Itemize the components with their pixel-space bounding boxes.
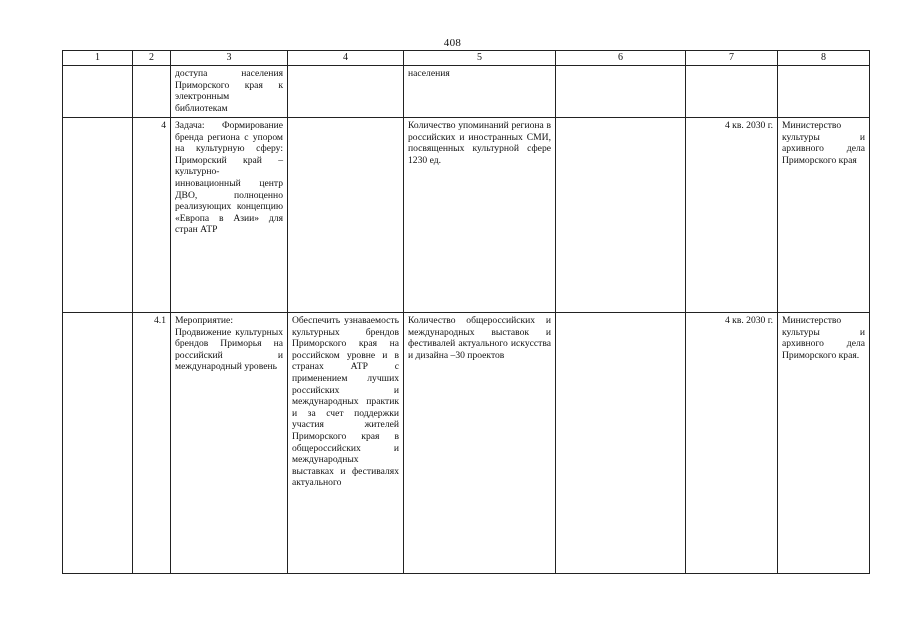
row-cell-number: 4.1 xyxy=(133,313,171,574)
row-cell-indicator: Количество общероссийских и международных выставок и фестивалей актуального искусства и дизайна –30 проектов xyxy=(404,313,556,574)
row-cell-responsible xyxy=(778,66,870,118)
row-cell-deadline: 4 кв. 2030 г. xyxy=(686,118,778,313)
plan-table xyxy=(62,50,870,574)
column-header-7: 7 xyxy=(686,51,778,66)
row-cell-description xyxy=(288,66,404,118)
row-cell-indicator: Количество упоминаний региона в российских и иностранных СМИ, посвященных культурной сфере 1230 ед. xyxy=(404,118,556,313)
row-cell-title: доступа населения Приморского края к электронным библиотекам xyxy=(171,66,288,118)
page-number: 408 xyxy=(443,37,462,49)
table-row xyxy=(63,66,870,118)
table-row xyxy=(63,118,870,313)
column-number-row xyxy=(63,51,870,66)
row-cell-col1 xyxy=(63,118,133,313)
row-cell-responsible: Министерство культуры и архивного дела Приморского края xyxy=(778,118,870,313)
column-header-8: 8 xyxy=(778,51,870,66)
row-cell-description xyxy=(288,118,404,313)
row-cell-title: Задача: Формирование бренда региона с упором на культурную сферу: Приморский край – культурно-инновационный центр ДВО, полноценно реализующих концепцию «Европа в Азии» для стран АТР xyxy=(171,118,288,313)
row-cell-number: 4 xyxy=(133,118,171,313)
row-cell-col6 xyxy=(556,118,686,313)
column-header-3: 3 xyxy=(171,51,288,66)
row-cell-description: Обеспечить узнаваемость культурных брендов Приморского края на российском уровне и в странах АТР с применением лучших российских и международных практик и за счет поддержки участия жителей Приморского края в общероссийских и международных выставках и фестивалях актуального xyxy=(288,313,404,574)
row-cell-number xyxy=(133,66,171,118)
row-cell-responsible: Министерство культуры и архивного дела Приморского края. xyxy=(778,313,870,574)
column-header-2: 2 xyxy=(133,51,171,66)
column-header-5: 5 xyxy=(404,51,556,66)
row-cell-deadline: 4 кв. 2030 г. xyxy=(686,313,778,574)
column-header-6: 6 xyxy=(556,51,686,66)
column-header-1: 1 xyxy=(63,51,133,66)
row-cell-col6 xyxy=(556,313,686,574)
column-header-4: 4 xyxy=(288,51,404,66)
row-cell-deadline xyxy=(686,66,778,118)
row-cell-indicator: населения xyxy=(404,66,556,118)
table-row xyxy=(63,313,870,574)
row-cell-title: Мероприятие: Продвижение культурных брендов Приморья на российский и международный уровень xyxy=(171,313,288,574)
row-cell-col6 xyxy=(556,66,686,118)
row-cell-col1 xyxy=(63,313,133,574)
row-cell-col1 xyxy=(63,66,133,118)
